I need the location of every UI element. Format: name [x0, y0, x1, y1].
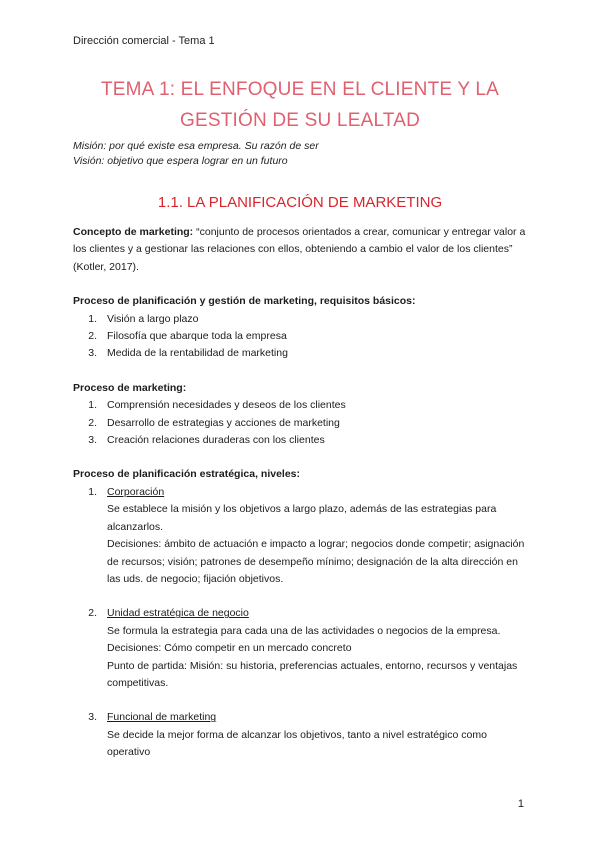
- list-item: [73, 328, 529, 345]
- list-number: 3.: [88, 434, 97, 447]
- document-body: [73, 224, 529, 762]
- strategic-level: [73, 484, 529, 588]
- list-text: Desarrollo de estrategias y acciones de marketing: [107, 416, 340, 429]
- strategic-level: [73, 605, 529, 692]
- list-text: Comprensión necesidades y deseos de los clientes: [107, 399, 346, 412]
- list-item: [73, 397, 529, 414]
- page-title-line-2: GESTIÓN DE SU LEALTAD: [180, 110, 420, 131]
- level-title: Funcional de marketing: [107, 711, 217, 724]
- list-number: 2.: [88, 330, 97, 343]
- strategic-level: [73, 709, 529, 761]
- concept-label: Concepto de marketing:: [73, 226, 194, 238]
- planning-list: [73, 311, 529, 363]
- level-line: Decisiones: ámbito de actuación e impacto a lograr; negocios donde competir; asignación de recursos; visión; patrones de desempeño mínimo; designación de la alta dirección en las uds. de negocio; fijación objetivos.: [107, 538, 525, 585]
- list-text: Filosofía que abarque toda la empresa: [107, 330, 287, 343]
- list-item: [73, 311, 529, 328]
- page-number: 1: [517, 798, 524, 810]
- level-line: Se decide la mejor forma de alcanzar los objetivos, tanto a nivel estratégico como operativo: [107, 728, 487, 759]
- page-header: Dirección comercial - Tema 1: [73, 35, 215, 47]
- process-list: [73, 397, 529, 449]
- list-item: [73, 345, 529, 362]
- list-number: 3.: [88, 711, 97, 724]
- concept-paragraph: [73, 224, 529, 276]
- list-item: [73, 432, 529, 449]
- mission-text: Misión: por qué existe esa empresa. Su razón de ser: [73, 140, 319, 152]
- vision-text: Visión: objetivo que espera lograr en un futuro: [73, 155, 288, 167]
- strategic-heading: Proceso de planificación estratégica, niveles:: [73, 468, 301, 481]
- level-title: Corporación: [107, 485, 165, 498]
- level-line: Punto de partida: Misión: su historia, preferencias actuales, entorno, recursos y ventajas competitivas.: [107, 659, 518, 689]
- list-number: 1.: [88, 312, 97, 325]
- level-title: Unidad estratégica de negocio: [107, 607, 249, 620]
- section-title: 1.1. LA PLANIFICACIÓN DE MARKETING: [157, 194, 443, 211]
- page-title: [73, 74, 527, 136]
- level-line: Se formula la estrategia para cada una de las actividades o negocios de la empresa.: [107, 624, 501, 637]
- process-heading: Proceso de marketing:: [73, 381, 187, 394]
- list-text: Medida de la rentabilidad de marketing: [107, 347, 288, 360]
- list-text: Visión a largo plazo: [107, 312, 199, 325]
- planning-heading: Proceso de planificación y gestión de marketing, requisitos básicos:: [73, 295, 416, 308]
- concept-text: “conjunto de procesos orientados a crear, comunicar y entregar valor a los clientes y a gestionar las relaciones con ellos, obteniendo a cambio el valor de los clientes” (Kotler, 2017).: [73, 226, 526, 273]
- level-line: Decisiones: Cómo competir en un mercado concreto: [107, 642, 352, 655]
- level-line: Se establece la misión y los objetivos a largo plazo, además de las estrategias para alcanzarlos.: [107, 503, 497, 533]
- page-title-line-1: TEMA 1: EL ENFOQUE EN EL CLIENTE Y LA: [100, 79, 500, 100]
- list-text: Creación relaciones duraderas con los clientes: [107, 434, 325, 447]
- list-number: 2.: [88, 607, 97, 620]
- list-number: 1.: [88, 485, 97, 498]
- list-number: 1.: [88, 399, 97, 412]
- mission-vision-block: [73, 139, 319, 169]
- list-number: 3.: [88, 347, 97, 360]
- list-item: [73, 415, 529, 432]
- list-number: 2.: [88, 416, 97, 429]
